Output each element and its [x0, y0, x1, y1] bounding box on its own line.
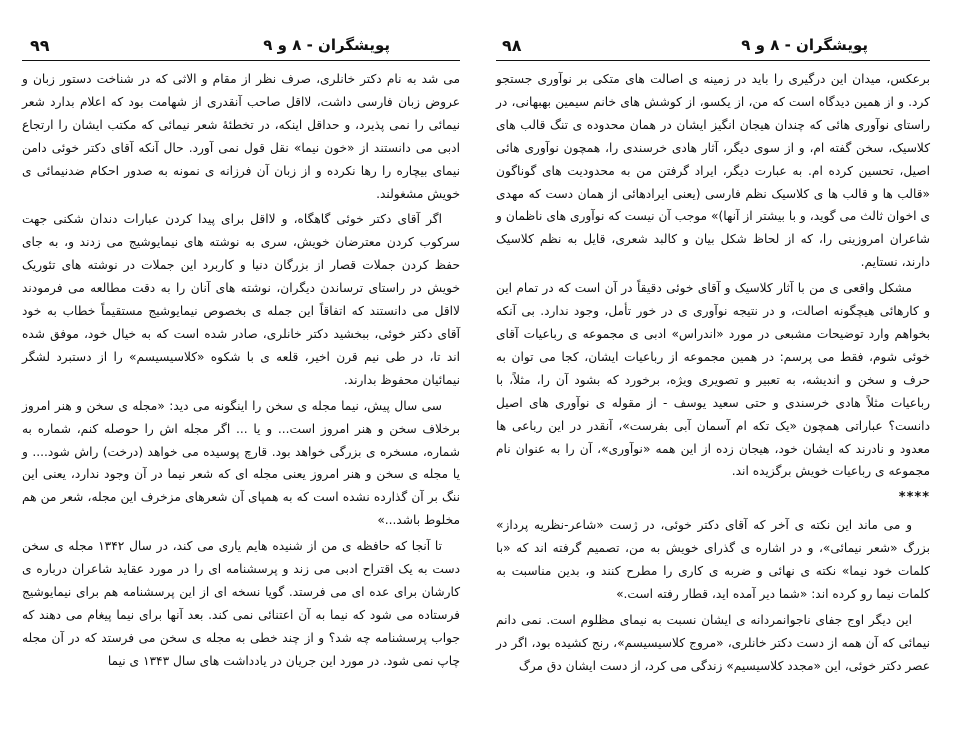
left-paragraph-3: سی سال پیش، نیما مجله ی سخن را اینگونه می دید: «مجله ی سخن و هنر امروز برخلاف سخن و هنر امروز است... و یا ... اگر مجله اش را حوصله کنم، شماره به شماره، مسخره ی بزرگی خواهد بود. قارچ پوسیده می خواهد (درخت) راش شود.... و یا مجله ی سخن و هنر امروز یعنی مجله ای که شعر نیما در آن وجود ندارد، یعنی این ننگ بر آن گذارده نشده است که به همپای آن شعرهای مزخرف این مجله، شعر من هم مخلوط باشد...» [22, 398, 460, 528]
section-separator: **** [898, 490, 930, 506]
left-page-body [22, 68, 460, 673]
right-paragraph-1: برعکس، میدان این درگیری را باید در زمینه ی اصالت های متکی بر نوآوری جستجو کرد. و از همین دیدگاه است که من، از یکسو، از کوشش های خانم سیمین بهبهانی، در راستای نوآوری هائی که چندان هیجان انگیز ایشان در همان محدوده ی تنگ قالب های کلاسیک، سخن گفته ام، و از سوی دیگر، آثار هادی خرسندی را، همچون نوآوری هائی اصیل، تحسین کرده ام. به عبارت دیگر، ایراد گرفتن من به محدودیت های گوناگون «قالب ها و قالب ها ی کلاسیک نظم فارسی (یعنی ایرادهائی از همان دست که مهدی ی اخوان ثالث می گوید، و با بیشتر از آنها)» موجب آن نیست که نوآوری های ناظمان و شاعران امروزینی را، که از لحاظ شکل بیان و کالبد شعری، قایل به نظم کلاسیک دارند، نستایم. [496, 72, 930, 270]
right-page-number: ۹۸ [502, 36, 522, 55]
left-paragraph-2: اگر آقای دکتر خوئی گاهگاه، و لااقل برای پیدا کردن عبارات دندان شکنی جهت سرکوب کردن معترضان خویش، سری به نوشته های نیمایوشیج می زدند و، به جای حفظ کردن جملات قصار از بزرگان دنیا و کاربرد این جملات در نوشته های تئوریک خویش در راستای ترساندن دیگران، نوشته های آنان را به دقت مطالعه می فرمودند لااقل می دانستند که اتفاقاً این جمله ی بخصوص نیمایوشیج مستقیماً خطاب به خود آقای دکتر خوئی، ببخشید دکتر خانلری، صادر شده است که به خیال خود، موفق شده اند تا، در طی نیم قرن اخیر، قلعه ی با شکوه «کلاسیسیسم» را از دستبرد لشگر نیمائیان محفوظ بدارند. [22, 212, 460, 387]
left-paragraph-4: تا آنجا که حافظه ی من از شنیده هایم یاری می کند، در سال ۱۳۴۲ مجله ی سخن دست به یک اقتراح ادبی می زند و پرسشنامه ای را در مورد عقاید شاعران درباره ی کارشان برای عده ای می فرستد. گویا نسخه ای از این پرسشنامه هم برای نیمایوشیج فرستاده می شود که نیما به آن اعتنائی نمی کند. بعد آنها برای نیما پیغام می دهند که جواب پرسشنامه چه شد؟ و از چند خطی به مجله ی سخن می فرستد که در آن مجله چاپ نمی شود. در مورد این جریان در یادداشت های سال ۱۳۴۳ ی نیما [22, 539, 460, 668]
left-paragraph-1: می شد به نام دکتر خانلری، صرف نظر از مقام و الاثی که در شناخت دستور زبان و عروض زبان فارسی داشت، لااقل صاحب آنقدری از شهامت بود که اعلام بدارد شعر نیمائی را نمی پذیرد، و حداقل اینکه، در تخطئهٔ شعر نیمائی که مکتب ایشان را ارتجاع ادبی می دانستند از «خون نیما» نقل قول نمی آورد. حال آنکه آقای دکتر خوئی دامن نیمای بیچاره را رها نکرده و از زبان آن فرزانه ی نمونه به صدور احکام ضدنیمائی ی خویش مشغولند. [22, 72, 460, 201]
left-page-number: ۹۹ [30, 36, 50, 55]
left-page-header [22, 34, 460, 61]
right-page [480, 0, 960, 738]
left-running-title: پویشگران - ۸ و ۹ [263, 36, 390, 54]
right-paragraph-4: این دیگر اوج جفای ناجوانمردانه ی ایشان نسبت به نیمای مظلوم است. نمی دانم نیمائی که آن همه از دست دکتر خانلری، «مروج کلاسیسیسم»، رنج کشیده بود، اگر در عصر دکتر خوئی، این «مجدد کلاسیسیم» زندگی می کرد، از دست ایشان دق مرگ [496, 612, 930, 673]
right-page-header [496, 34, 930, 61]
right-paragraph-3: و می ماند این نکته ی آخر که آقای دکتر خوئی، در ژست «شاعر-نظریه پرداز» بزرگ «شعر نیمائی»، و در اشاره ی گذرای خویش به من، تصمیم گرفته اند که «با کلمات خود نیما» نکته ی نهائی و ضربه ی کاری را مطرح کنند و، بدین مناسبت به کلمات نیما رو کرده اند: «شما دیر آمده اید، قطار رفته است.» [496, 518, 930, 601]
right-paragraph-2: مشکل واقعی ی من با آثار کلاسیک و آقای خوئی دقیقاً در آن است که در تمام این و کارهائی هیچگونه اصالت، و در نتیجه نوآوری ی در خور تأمل، وجود ندارد. بی آنکه بخواهم وارد توضیحات مشبعی در مورد «اندراس» ادبی ی مجموعه ی رباعیات آقای خوئی شوم، فقط می پرسم: در همین مجموعه از رباعیات ایشان، کجا می توان به حرف و سخن و اندیشه، به تعبیر و تصویری ویژه، برخورد که بشود آن را، مثلاً، با رباعیات مثلاً هادی خرسندی و حتی سعید یوسف - از مقوله ی نوآوری های اصیل دانست؟ عباراتی همچون «یک تکه ام آسمان آبی بفرست»، آنقدر در این رباعی ها معدود و نادرند که ایشان خود، هیجان زده از این همه «نوآوری»، آن را به عنوان نام مجموعه ی رباعیات خویش برگزیده اند. [496, 281, 930, 479]
right-running-title: پویشگران - ۸ و ۹ [741, 36, 868, 54]
right-page-body [496, 68, 930, 678]
